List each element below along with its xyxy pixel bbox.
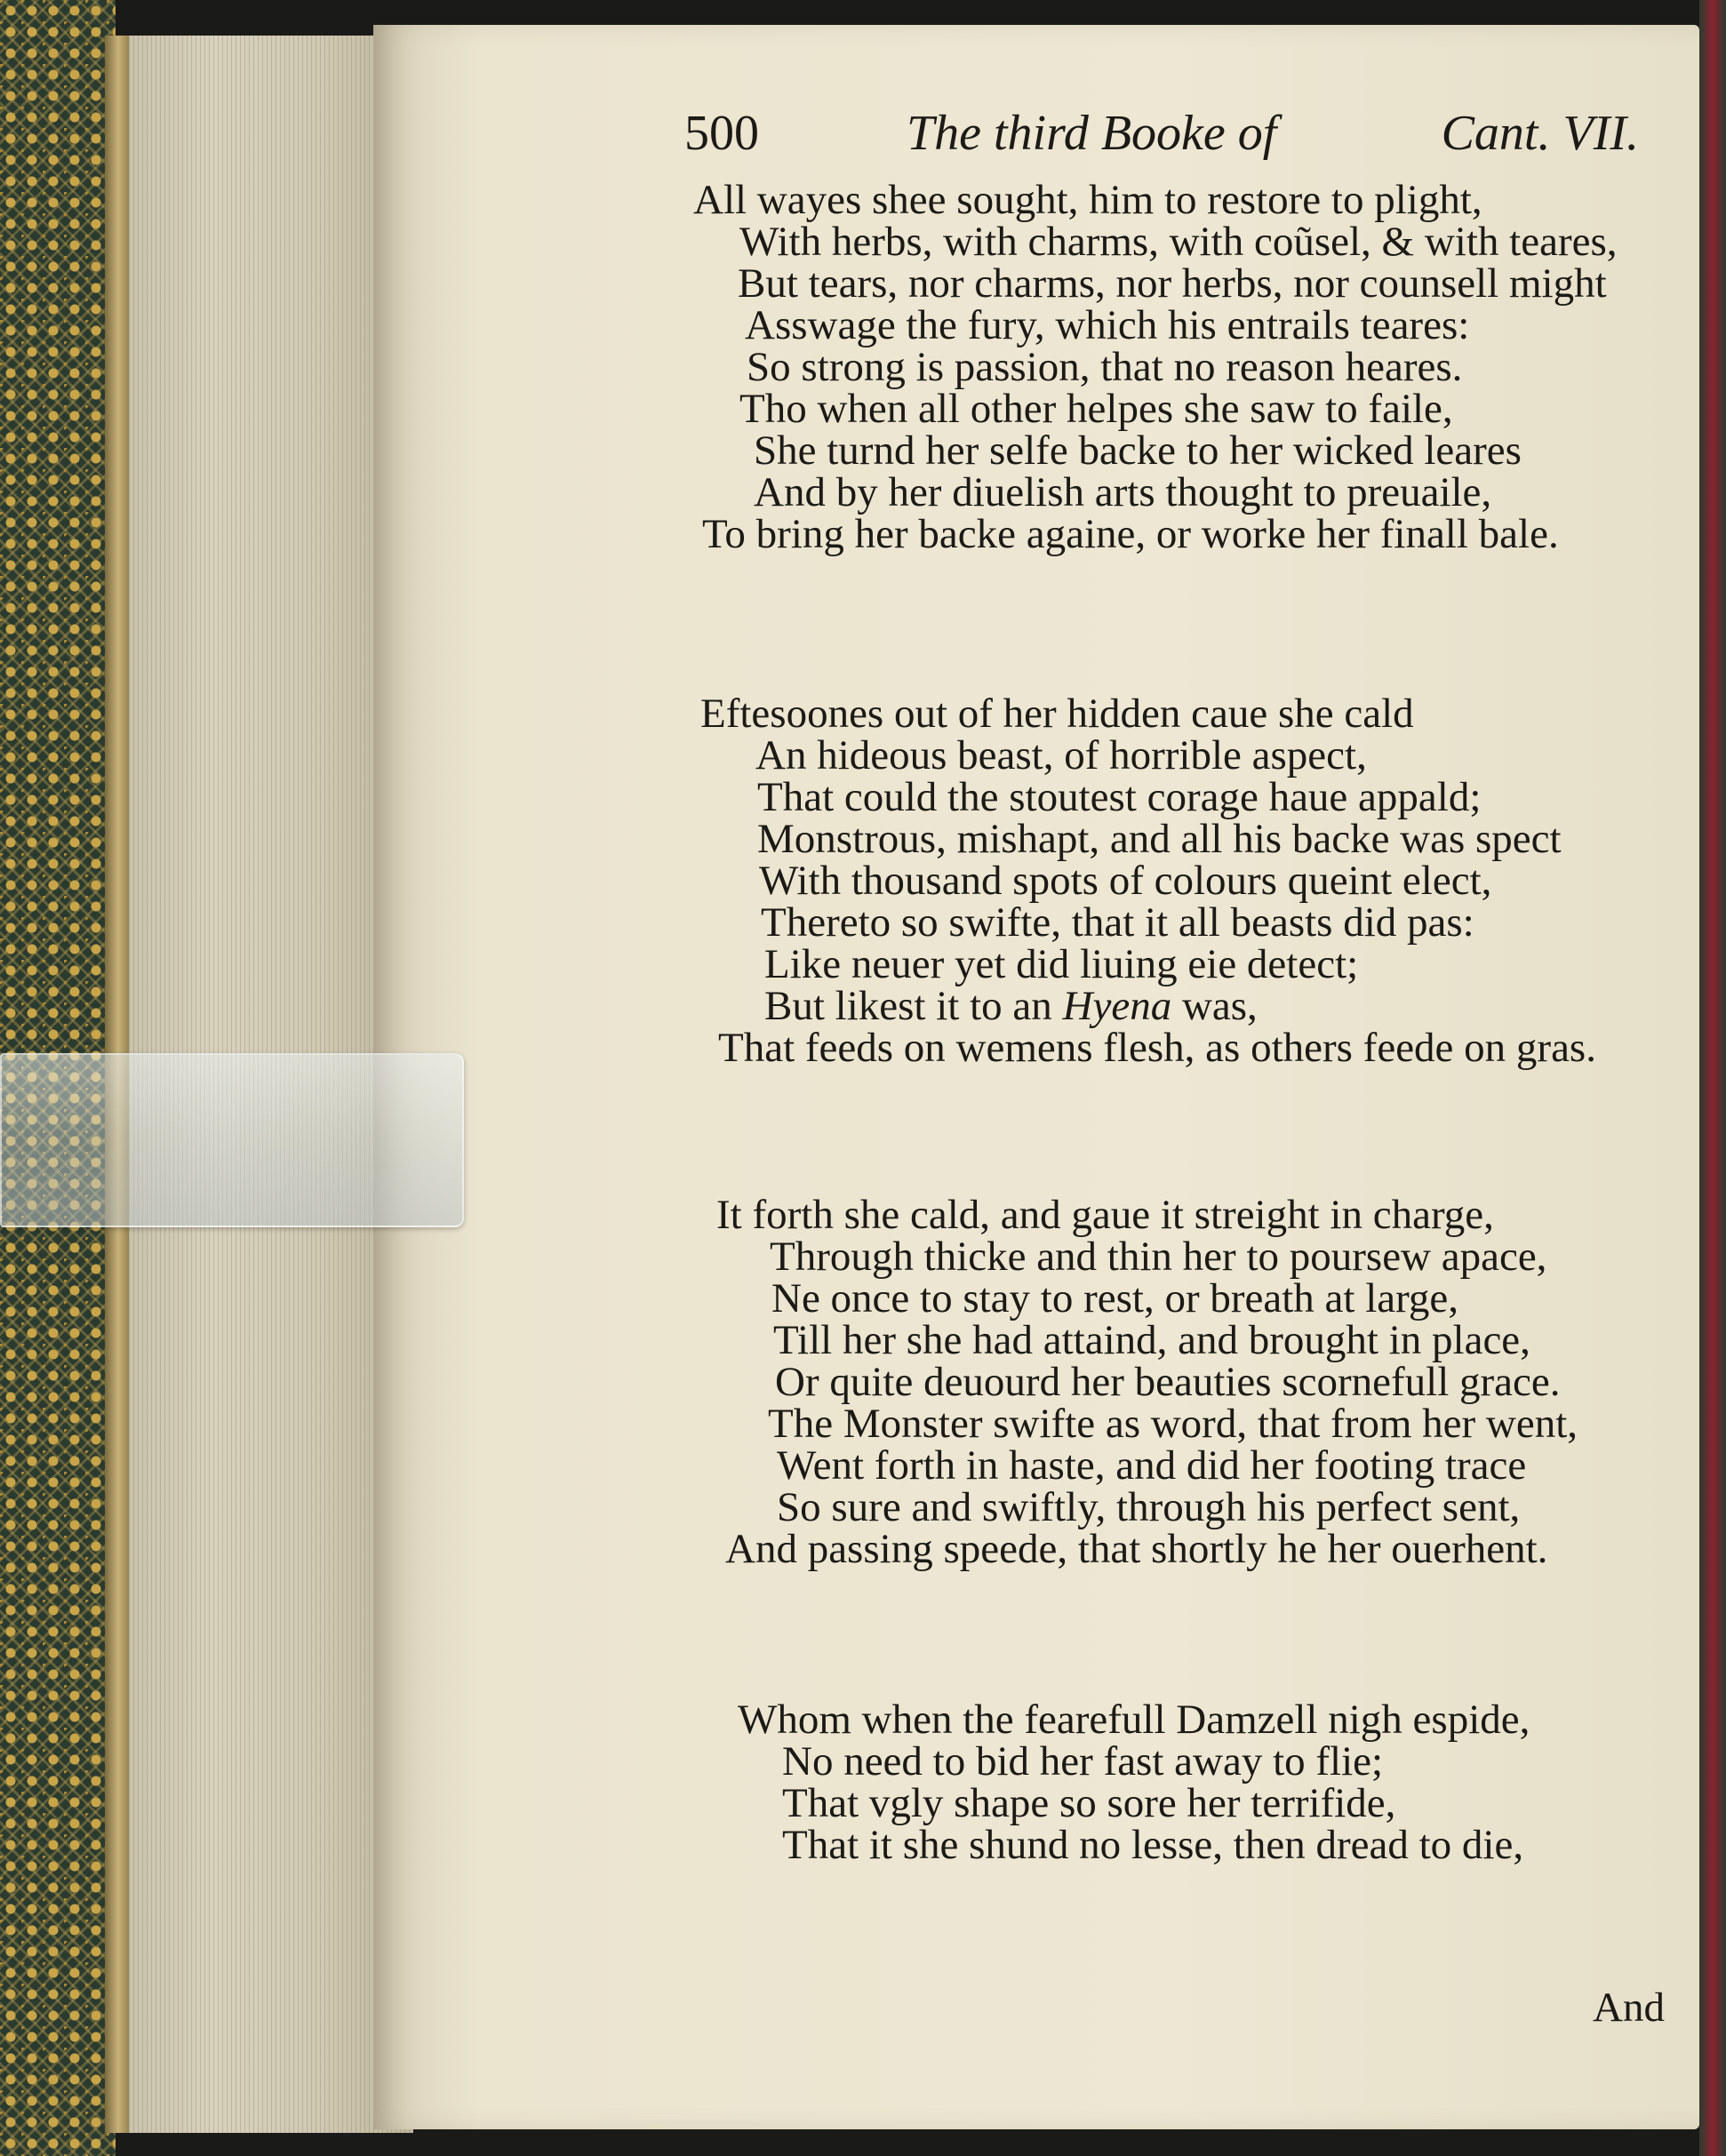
verse-line: Tho when all other helpes she saw to faile,	[739, 386, 1453, 432]
verse-line: No need to bid her fast away to flie;	[782, 1738, 1384, 1785]
verse-line: So strong is passion, that no reason heares.	[747, 344, 1463, 390]
verse-line: So sure and swiftly, through his perfect sent,	[777, 1484, 1521, 1530]
verse-line: She turnd her selfe backe to her wicked leares	[754, 427, 1522, 474]
running-title: The third Booke of	[907, 106, 1277, 161]
italic-word: Hyena	[1062, 983, 1172, 1029]
running-header	[684, 105, 1639, 176]
verse-line: Asswage the fury, which his entrails teares:	[745, 302, 1470, 348]
verse-line: Till her she had attaind, and brought in place,	[773, 1317, 1530, 1363]
catchword: And	[1593, 1984, 1665, 2031]
page-number: 500	[684, 106, 759, 161]
verse-line: Whom when the fearefull Damzell nigh espide,	[738, 1697, 1530, 1743]
verse-line: That vgly shape so sore her terrifide,	[782, 1780, 1396, 1826]
verse-line: Thereto so swifte, that it all beasts did pas:	[761, 899, 1474, 946]
verse-line: Eftesoones out of her hidden caue she cald	[700, 691, 1414, 737]
verse-line: Ne once to stay to rest, or breath at large,	[771, 1275, 1459, 1322]
verse-line: That could the stoutest corage haue appald;	[757, 774, 1482, 820]
verse-line: It forth she cald, and gaue it streight in charge,	[716, 1192, 1494, 1238]
book-cover-right	[1699, 0, 1726, 2156]
verse-line: With thousand spots of colours queint elect,	[759, 858, 1492, 904]
verse-line: That it she shund no lesse, then dread to die,	[782, 1822, 1524, 1868]
verse-line: Monstrous, mishapt, and all his backe was spect	[757, 816, 1562, 862]
verse-line: All wayes shee sought, him to restore to plight,	[693, 177, 1482, 223]
verse-line: The Monster swifte as word, that from her went,	[768, 1401, 1578, 1447]
canto-label: Cant. VII.	[1441, 106, 1639, 161]
verse-line: But likest it to an Hyena was,	[764, 983, 1258, 1029]
verse-line: Through thicke and thin her to poursew apace,	[770, 1234, 1547, 1280]
verse-line: Went forth in haste, and did her footing trace	[777, 1442, 1527, 1489]
verse-line: With herbs, with charms, with coũsel, & with teares,	[739, 219, 1618, 265]
page-holder-strap	[0, 1053, 464, 1227]
verse-line: And by her diuelish arts thought to preuaile,	[754, 469, 1492, 515]
verse-line: To bring her backe againe, or worke her finall bale.	[702, 511, 1559, 557]
verse-line: Like neuer yet did liuing eie detect;	[764, 941, 1359, 987]
verse-line: And passing speede, that shortly he her ouerhent.	[725, 1526, 1548, 1572]
verse-line: That feeds on wemens flesh, as others feede on gras.	[718, 1025, 1596, 1071]
verse-line: But tears, nor charms, nor herbs, nor counsell might	[738, 260, 1607, 307]
verse-line: An hideous beast, of horrible aspect,	[755, 732, 1367, 779]
verse-line: Or quite deuourd her beauties scornefull grace.	[775, 1359, 1561, 1405]
